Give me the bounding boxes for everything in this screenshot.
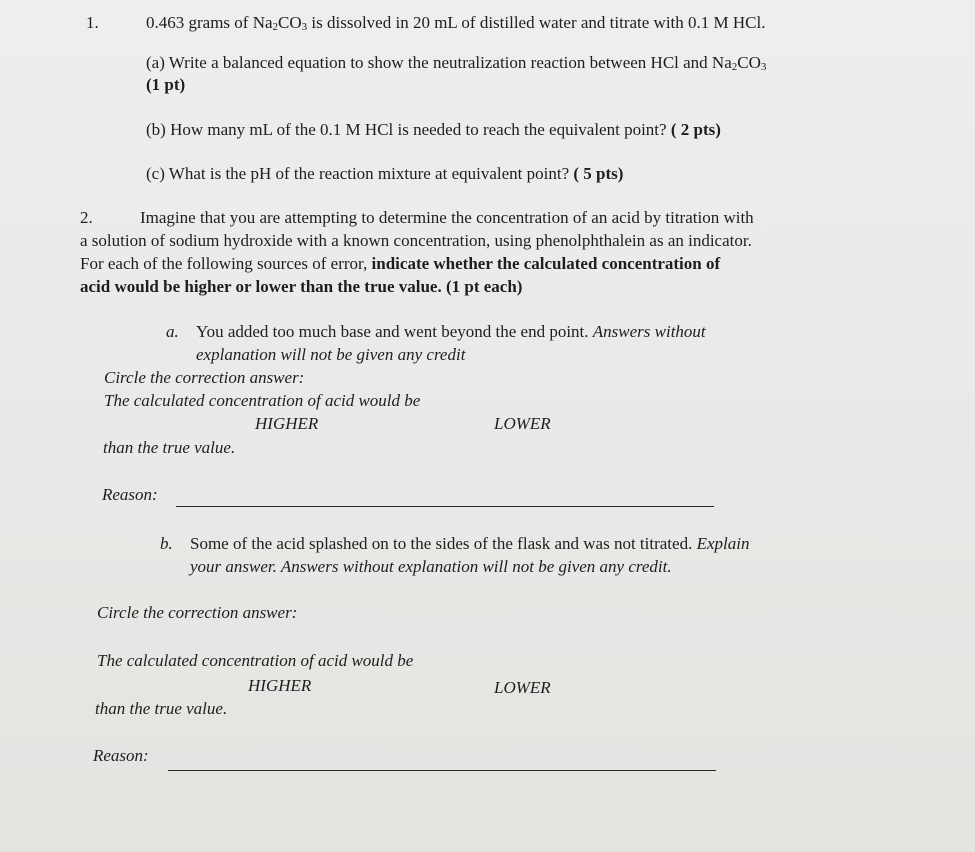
q2b-line1-text: Some of the acid splashed on to the sides of the flask and was not titrated.	[190, 534, 697, 553]
q2a-than-true: than the true value.	[103, 438, 236, 457]
q2b-line1-italic: Explain	[696, 534, 750, 553]
q2b-higher-option[interactable]: HIGHER	[248, 676, 312, 695]
q1a-question	[146, 52, 766, 74]
q1-statement-part: is dissolved in 20 mL of distilled water and titrate with 0.1 M HCl.	[307, 13, 766, 32]
q1-statement-part: 0.463 grams of Na	[146, 13, 273, 32]
q2a-label: a.	[166, 322, 179, 341]
q2-line1: Imagine that you are attempting to determine the concentration of an acid by titration with	[140, 208, 754, 227]
q2-line3	[80, 253, 720, 275]
q1c-points: ( 5 pts)	[573, 164, 624, 183]
q1b-points: ( 2 pts)	[670, 120, 721, 139]
q2a-line2: explanation will not be given any credit	[196, 345, 466, 364]
q1c-text: (c) What is the pH of the reaction mixture at equivalent point?	[146, 164, 574, 183]
q1c-question	[146, 163, 623, 185]
q2-line4	[80, 276, 522, 298]
q2a-circle-instruction: Circle the correction answer:	[104, 368, 305, 387]
q2a-reason-label: Reason:	[102, 485, 158, 504]
q1a-points: (1 pt)	[146, 75, 186, 94]
q2a-reason-blank[interactable]	[176, 506, 714, 507]
q2a-higher-option[interactable]: HIGHER	[255, 414, 319, 433]
q2-number: 2.	[80, 208, 93, 227]
q2b-calc-statement: The calculated concentration of acid would be	[97, 651, 414, 670]
q2b-label: b.	[160, 534, 173, 553]
q2b-reason-blank[interactable]	[168, 770, 716, 771]
q2a-calc-statement: The calculated concentration of acid would be	[104, 391, 421, 410]
q2b-circle-instruction: Circle the correction answer:	[97, 603, 298, 622]
q2b-than-true: than the true value.	[95, 699, 228, 718]
q1-sub: 3	[301, 21, 308, 33]
q2a-line1-italic: Answers without	[592, 322, 706, 341]
q1-sub: 2	[272, 21, 279, 33]
q2-line3-bold: indicate whether the calculated concentration of	[371, 254, 721, 273]
q1b-question	[146, 119, 721, 141]
q2b-lower-option[interactable]: LOWER	[494, 678, 551, 697]
q2b-reason-label: Reason:	[93, 746, 149, 765]
q2b-line1	[190, 533, 749, 555]
q2b-line2: your answer. Answers without explanation will not be given any credit.	[190, 557, 672, 576]
q1-number: 1.	[86, 13, 99, 32]
q1-statement-part: CO	[278, 13, 302, 32]
q2a-lower-option[interactable]: LOWER	[494, 414, 551, 433]
q2-line4-text: acid would be higher or lower than the true value.	[80, 277, 446, 296]
q2-line4-points: (1 pt each)	[445, 277, 523, 296]
q2-line2: a solution of sodium hydroxide with a known concentration, using phenolphthalein as an indicator.	[80, 231, 752, 250]
q2a-line1	[196, 321, 706, 343]
q1a-text: CO	[737, 53, 761, 72]
q1a-sub: 2	[731, 61, 738, 73]
q1-statement	[146, 12, 765, 34]
q1a-text: (a) Write a balanced equation to show the neutralization reaction between HCl and Na	[146, 53, 732, 72]
q1b-text: (b) How many mL of the 0.1 M HCl is needed to reach the equivalent point?	[146, 120, 671, 139]
q2-line3-text: For each of the following sources of error,	[80, 254, 372, 273]
q2a-line1-text: You added too much base and went beyond the end point.	[196, 322, 593, 341]
q1a-sub: 3	[760, 61, 767, 73]
